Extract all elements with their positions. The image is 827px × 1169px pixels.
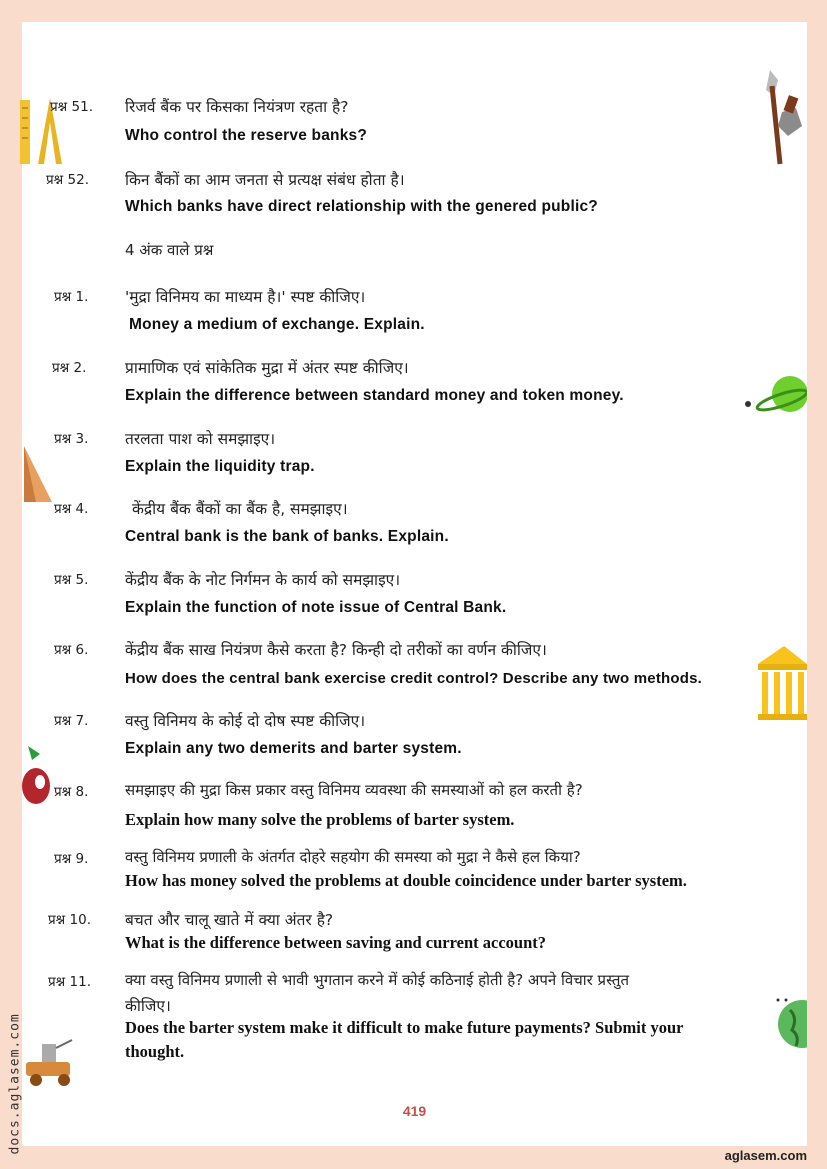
- question-text-hindi-line2: कीजिए।: [125, 997, 171, 1015]
- question-text-english: Explain how many solve the problems of barter system.: [125, 810, 515, 829]
- question-text-english: Money a medium of exchange. Explain.: [129, 316, 425, 333]
- question-text-hindi: केंद्रीय बैंक साख नियंत्रण कैसे करता है? किन्ही दो तरीकों का वर्णन कीजिए।: [125, 641, 547, 659]
- footer-brand[interactable]: aglasem.com: [724, 1148, 807, 1163]
- side-watermark-text: docs.aglasem.com: [7, 1013, 23, 1155]
- question-text-hindi: प्रामाणिक एवं सांकेतिक मुद्रा में अंतर स्पष्ट कीजिए।: [125, 359, 409, 377]
- question-text-hindi: बचत और चालू खाते में क्या अंतर है?: [125, 911, 334, 929]
- question-text-english: Which banks have direct relationship with the genered public?: [125, 198, 598, 215]
- question-text-english: What is the difference between saving and current account?: [125, 933, 547, 952]
- question-text-hindi: केंद्रीय बैंक बैंकों का बैंक है, समझाइए।: [132, 500, 348, 518]
- question-text-english: How has money solved the problems at double coincidence under barter system.: [125, 871, 687, 890]
- planet-icon: [742, 370, 807, 420]
- question-number: प्रश्न 10.: [48, 912, 91, 928]
- side-watermark: [2, 1000, 22, 1160]
- question-number: प्रश्न 8.: [54, 784, 89, 800]
- question-text-hindi: 'मुद्रा विनिमय का माध्यम है।' स्पष्ट कीजिए।: [125, 288, 366, 306]
- question-text-english: Who control the reserve banks?: [125, 127, 367, 144]
- question-text-hindi: तरलता पाश को समझाइए।: [125, 430, 276, 448]
- triangle-shape-icon: [20, 446, 54, 504]
- question-number: प्रश्न 52.: [46, 172, 89, 188]
- question-text-english: How does the central bank exercise credit control? Describe any two methods.: [125, 670, 703, 687]
- question-number: प्रश्न 51.: [50, 99, 93, 115]
- question-number: प्रश्न 9.: [54, 851, 89, 867]
- page-number: 419: [402, 1103, 427, 1119]
- question-text-hindi: केंद्रीय बैंक के नोट निर्गमन के कार्य को समझाइए।: [125, 571, 401, 589]
- question-number: प्रश्न 3.: [54, 431, 89, 447]
- question-text-hindi: वस्तु विनिमय के कोई दो दोष स्पष्ट कीजिए।: [125, 712, 366, 730]
- question-text-hindi: क्या वस्तु विनिमय प्रणाली से भावी भुगतान करने में कोई कठिनाई होती है? अपने विचार प्रस्तुत: [125, 971, 630, 989]
- question-number: प्रश्न 7.: [54, 713, 89, 729]
- question-text-hindi: वस्तु विनिमय प्रणाली के अंतर्गत दोहरे सहयोग की समस्या को मुद्रा ने कैसे हल किया?: [125, 848, 581, 866]
- question-text-english: Does the barter system make it difficult to make future payments? Submit your: [125, 1018, 684, 1037]
- temple-icon: [756, 642, 807, 720]
- question-number: प्रश्न 6.: [54, 642, 89, 658]
- question-text-hindi: समझाइए की मुद्रा किस प्रकार वस्तु विनिमय व्यवस्था की समस्याओं को हल करती है?: [125, 781, 583, 799]
- question-number: प्रश्न 11.: [48, 974, 91, 990]
- globe-icon: [776, 996, 807, 1052]
- question-text-english-line2: thought.: [125, 1042, 185, 1061]
- question-text-english: Central bank is the bank of banks. Explain.: [125, 528, 449, 545]
- document-page: [22, 22, 807, 1146]
- question-text-english: Explain the difference between standard money and token money.: [125, 387, 624, 404]
- apple-icon: [18, 742, 54, 808]
- stone-tool-icon: [760, 66, 808, 166]
- question-text-hindi: रिजर्व बैंक पर किसका नियंत्रण रहता है?: [125, 98, 349, 116]
- cart-icon: [22, 1036, 82, 1088]
- question-text-english: Explain the function of note issue of Central Bank.: [125, 599, 507, 616]
- question-number: प्रश्न 2.: [52, 360, 87, 376]
- question-number: प्रश्न 1.: [54, 289, 89, 305]
- question-number: प्रश्न 4.: [54, 501, 89, 517]
- question-number: प्रश्न 5.: [54, 572, 89, 588]
- question-text-english: Explain any two demerits and barter system.: [125, 740, 462, 757]
- section-heading: 4 अंक वाले प्रश्न: [125, 241, 214, 259]
- question-text-hindi: किन बैंकों का आम जनता से प्रत्यक्ष संबंध होता है।: [125, 171, 405, 189]
- question-text-english: Explain the liquidity trap.: [125, 458, 315, 475]
